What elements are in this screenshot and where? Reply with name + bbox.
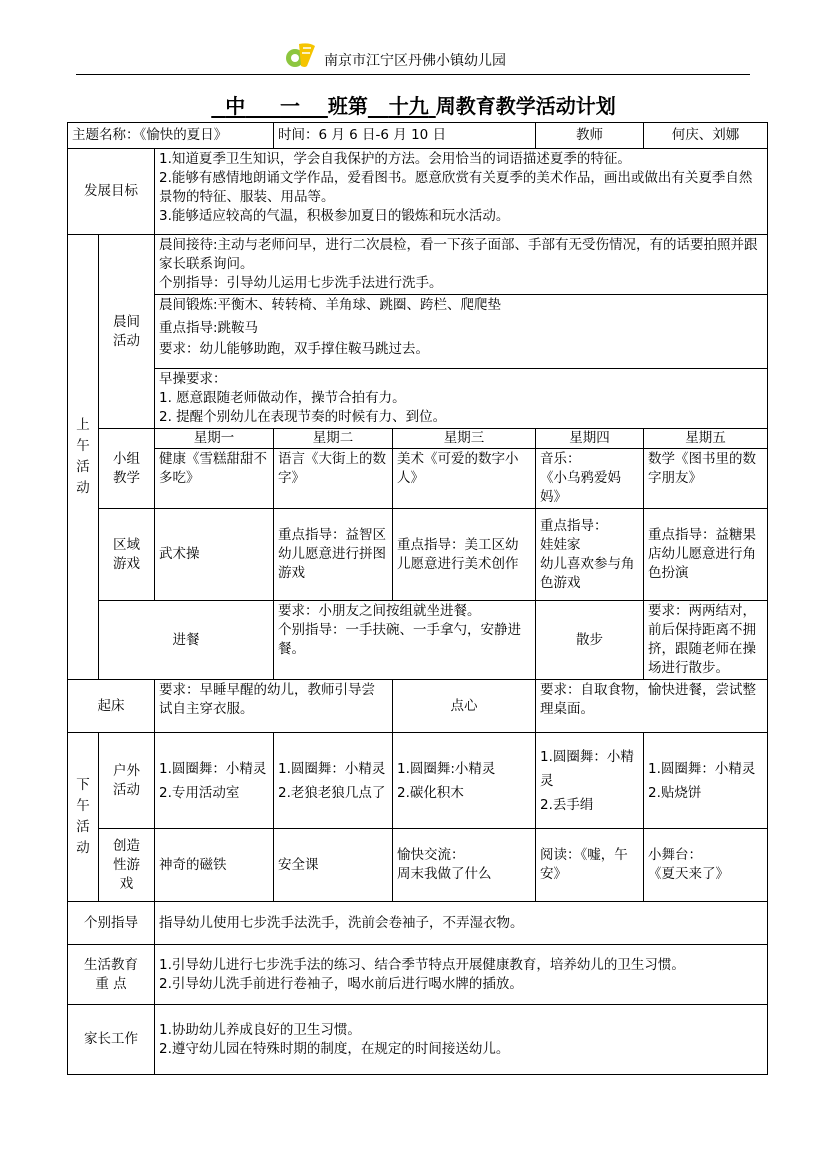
outdoor-cell: 1.圆圈舞：小精灵 2.专用活动室 [155, 733, 274, 829]
page-title [0, 90, 827, 119]
area-game-cell: 重点指导：美工区幼儿愿意进行美术创作 [393, 509, 536, 601]
goal-item: 1.知道夏季卫生知识，学会自我保护的方法。会用恰当的词语描述夏季的特征。 [159, 151, 631, 167]
exercise-items: 晨间锻炼:平衡木、转转椅、羊角球、跳圈、跨栏、爬爬垫 [159, 297, 502, 313]
wake-requirement: 要求：早睡早醒的幼儿，教师引导尝试自主穿衣服。 [155, 680, 393, 733]
life-education-label: 生活教育 重 点 [68, 945, 155, 1005]
group-activity: 音乐： 《小乌鸦爱妈妈》 [540, 451, 622, 505]
parents-text: 1.协助幼儿养成良好的卫生习惯。 2.遵守幼儿园在特殊时期的制度，在规定的时间接送幼儿。 [155, 1005, 768, 1075]
life-education-row [68, 945, 768, 1005]
school-name: 南京市江宁区丹佛小镇幼儿园 [324, 53, 506, 69]
wake-label: 起床 [68, 680, 155, 733]
area-game-row [68, 509, 768, 601]
exercise-requirement: 要求：幼儿能够助跑，双手撑住鞍马跳过去。 [159, 341, 429, 357]
exercise-focus: 重点指导:跳鞍马 [159, 320, 259, 336]
morning-exercise-row [68, 295, 768, 369]
area-game-label: 区域 游戏 [99, 509, 155, 601]
morning-section-label: 上 午 活 动 [68, 235, 99, 680]
creative-game-cell: 小舞台： 《夏天来了》 [644, 829, 768, 902]
outdoor-cell: 1.圆圈舞：小精灵 2.老狼老狼几点了 [274, 733, 393, 829]
weekday-wed-cell [393, 429, 536, 509]
morning-reception: 晨间接待:主动与老师问早，进行二次晨检，看一下孩子面部、手部有无受伤情况，有的话要拍照并跟家长联系询问。 个别指导：引导幼儿运用七步洗手法进行洗手。 [155, 235, 768, 295]
plan-table [67, 122, 768, 1075]
goals-content [155, 149, 768, 235]
area-game-cell: 重点指导：益智区 幼儿愿意进行拼图游戏 [274, 509, 393, 601]
school-logo-icon [285, 40, 321, 70]
meal-label: 进餐 [99, 601, 274, 680]
weekday-header: 星期一 [155, 429, 273, 449]
walk-requirement: 要求：两两结对，前后保持距离不拥挤，跟随老师在操场进行散步。 [644, 601, 768, 680]
wake-row [68, 680, 768, 733]
morning-activity-label: 晨间 活动 [99, 235, 155, 429]
weekday-fri-cell [644, 429, 768, 509]
group-activity: 数学《图书里的数字朋友》 [648, 451, 757, 486]
teacher-value: 何庆、刘娜 [644, 123, 768, 149]
title-week-no: 十九 [388, 94, 429, 118]
meal-row [68, 601, 768, 680]
weekday-header: 星期五 [644, 429, 767, 449]
area-game-cell: 武术操 [155, 509, 274, 601]
title-suffix: 周教育教学活动计划 [435, 94, 616, 118]
header-rule [76, 74, 750, 75]
group-teaching-label: 小组 教学 [99, 429, 155, 509]
title-ban-di: 班第 [327, 94, 368, 118]
outdoor-cell: 1.圆圈舞：小精灵 2.贴烧饼 [644, 733, 768, 829]
area-game-cell: 重点指导：益糖果店幼儿愿意进行角色扮演 [644, 509, 768, 601]
goals-label: 发展目标 [68, 149, 155, 235]
parents-label: 家长工作 [68, 1005, 155, 1075]
afternoon-section-label: 下 午 活 动 [68, 733, 99, 902]
group-teaching-row [68, 429, 768, 509]
goal-item: 2.能够有感情地朗诵文学作品，爱看图书。愿意欣赏有关夏季的美术作品，画出或做出有关夏季自然景物的特征、服装、用品等。 [159, 170, 753, 205]
outdoor-cell: 1.圆圈舞：小精灵 2.丢手绢 [536, 733, 644, 829]
group-activity: 健康《雪糕甜甜不多吃》 [159, 451, 267, 486]
snack-label: 点心 [393, 680, 536, 733]
time-cell: 时间：6 月 6 日-6 月 10 日 [274, 123, 536, 149]
theme-cell: 主题名称：《愉快的夏日》 [68, 123, 274, 149]
individual-row [68, 902, 768, 945]
group-activity: 美术《可爱的数字小人》 [397, 451, 519, 486]
snack-requirement: 要求：自取食物，愉快进餐，尝试整理桌面。 [536, 680, 768, 733]
creative-game-row [68, 829, 768, 902]
weekday-header: 星期三 [393, 429, 535, 449]
creative-game-cell: 神奇的磁铁 [155, 829, 274, 902]
individual-text: 指导幼儿使用七步洗手法洗手，洗前会卷袖子，不弄湿衣物。 [155, 902, 768, 945]
morning-reception-row [68, 235, 768, 295]
group-activity: 语言《大街上的数字》 [278, 451, 386, 486]
meal-requirement: 要求：小朋友之间按组就坐进餐。 个别指导：一手扶碗、一手拿勺，安静进餐。 [274, 601, 536, 680]
teacher-label: 教师 [536, 123, 644, 149]
goal-item: 3.能够适应较高的气温，积极参加夏日的锻炼和玩水活动。 [159, 208, 510, 224]
creative-game-cell: 愉快交流： 周末我做了什么 [393, 829, 536, 902]
outdoor-label: 户外 活动 [99, 733, 155, 829]
weekday-mon-cell [155, 429, 274, 509]
info-row [68, 123, 768, 149]
individual-label: 个别指导 [68, 902, 155, 945]
morning-exercise [155, 295, 768, 369]
weekday-thu-cell [536, 429, 644, 509]
weekday-tue-cell [274, 429, 393, 509]
creative-game-cell: 安全课 [274, 829, 393, 902]
area-game-cell: 重点指导： 娃娃家 幼儿喜欢参与角色游戏 [536, 509, 644, 601]
title-class-level: 中 一 [225, 94, 301, 118]
life-education-text: 1.引导幼儿进行七步洗手法的练习、结合季节特点开展健康教育，培养幼儿的卫生习惯。 2.引导幼儿洗手前进行卷袖子，喝水前后进行喝水牌的插放。 [155, 945, 768, 1005]
goals-row [68, 149, 768, 235]
walk-label: 散步 [536, 601, 644, 680]
parents-row [68, 1005, 768, 1075]
outdoor-row [68, 733, 768, 829]
outdoor-cell: 1.圆圈舞:小精灵 2.碳化积木 [393, 733, 536, 829]
morning-drill-row [68, 369, 768, 429]
creative-game-label: 创造 性游 戏 [99, 829, 155, 902]
weekday-header: 星期四 [536, 429, 643, 449]
page-header [0, 40, 827, 76]
creative-game-cell: 阅读：《嘘，午安》 [536, 829, 644, 902]
morning-drill: 早操要求： 1. 愿意跟随老师做动作，操节合拍有力。 2. 提醒个别幼儿在表现节奏的时候有力、到位。 [155, 369, 768, 429]
weekday-header: 星期二 [274, 429, 392, 449]
